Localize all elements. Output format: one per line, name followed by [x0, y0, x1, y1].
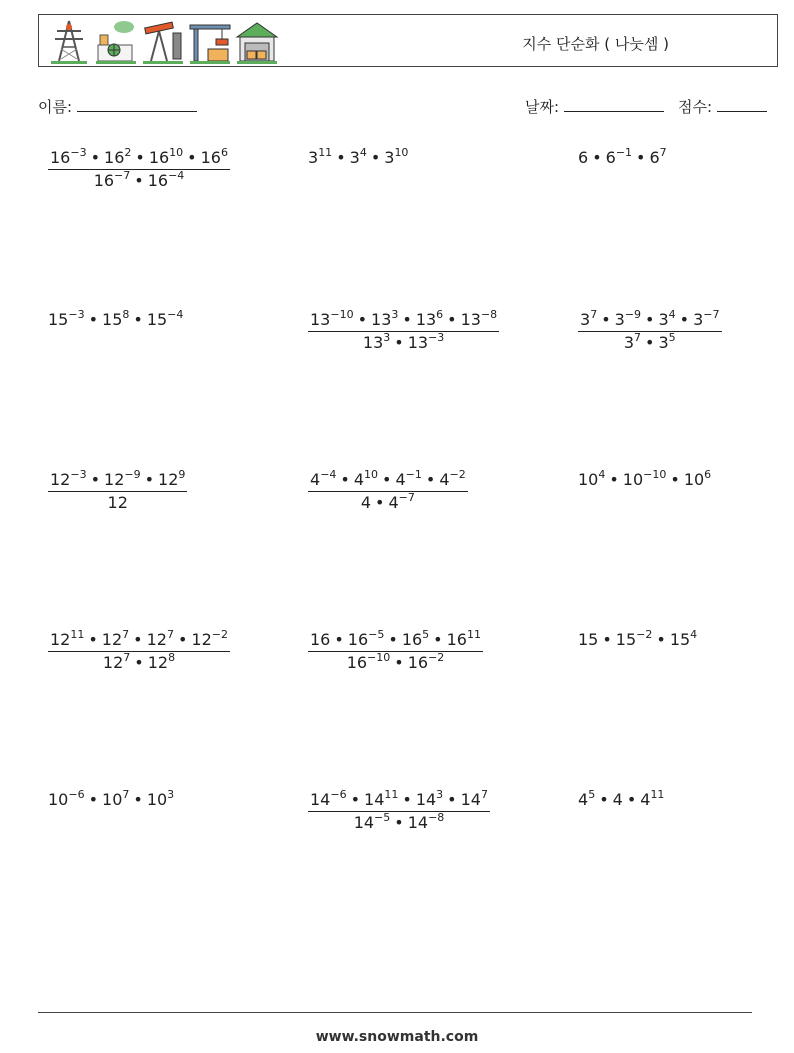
multiply-dot: • [394, 653, 404, 672]
multiply-dot: • [133, 310, 143, 329]
term-exponent: −6 [68, 788, 85, 801]
problem-item [578, 790, 664, 809]
term-exponent: 5 [668, 331, 676, 344]
term-exponent: −8 [428, 811, 445, 824]
term-base: 12 [107, 493, 128, 512]
term-exponent: −4 [167, 308, 184, 321]
multiply-dot: • [133, 790, 143, 809]
numerator [308, 470, 468, 492]
term-base: 16 [104, 148, 125, 167]
score-field [678, 96, 767, 117]
term-exponent: 7 [122, 628, 130, 641]
term-base: 4 [439, 470, 450, 489]
denominator [48, 492, 187, 512]
term-exponent: −2 [428, 651, 445, 664]
term-exponent: −9 [624, 308, 642, 321]
term-exponent: 7 [659, 146, 667, 159]
multiply-dot: • [645, 333, 655, 352]
term-exponent: 3 [391, 308, 399, 321]
term-base: 10 [102, 790, 123, 809]
term-base: 15 [578, 630, 599, 649]
multiply-dot: • [357, 310, 368, 329]
term-base: 16 [147, 171, 169, 190]
multiply-dot: • [388, 630, 398, 649]
fraction [578, 310, 722, 352]
term-base: 3 [658, 310, 669, 329]
multiply-dot: • [394, 813, 404, 832]
multiply-dot: • [340, 470, 350, 489]
problem-item [578, 148, 667, 167]
score-blank[interactable] [717, 97, 767, 112]
term-base: 15 [615, 630, 637, 649]
term-base: 4 [353, 470, 365, 489]
term-exponent: 5 [422, 628, 430, 641]
multiply-dot: • [626, 790, 637, 809]
multiply-dot: • [645, 310, 655, 329]
denominator [308, 492, 468, 512]
denominator [308, 652, 483, 672]
term-base: 16 [401, 630, 423, 649]
term-exponent: −3 [70, 468, 87, 481]
footer-divider [38, 1012, 752, 1013]
term-base: 3 [384, 148, 395, 167]
name-label: 이름: [38, 98, 73, 116]
warehouse-icon [235, 17, 279, 65]
term-base: 16 [446, 630, 467, 649]
term-base: 3 [308, 148, 319, 167]
term-base: 10 [48, 790, 69, 809]
problem-item [308, 310, 499, 352]
term-exponent: −3 [68, 308, 85, 321]
numerator [578, 310, 722, 332]
fraction [308, 630, 483, 672]
term-base: 13 [362, 333, 384, 352]
term-base: 16 [200, 148, 221, 167]
term-base: 10 [578, 470, 599, 489]
multiply-dot: • [433, 630, 443, 649]
numerator [48, 470, 187, 492]
multiply-dot: • [394, 333, 404, 352]
problem-item [308, 470, 468, 512]
multiply-dot: • [592, 148, 602, 167]
term-base: 4 [578, 790, 589, 809]
multiply-dot: • [350, 790, 361, 809]
term-exponent: −2 [449, 468, 466, 481]
term-base: 6 [649, 148, 660, 167]
denominator [578, 332, 722, 352]
term-base: 13 [310, 310, 331, 329]
denominator [308, 332, 499, 352]
multiply-dot: • [90, 148, 101, 167]
numerator [48, 148, 230, 170]
term-base: 16 [347, 630, 369, 649]
term-exponent: 9 [178, 468, 186, 481]
expression [48, 310, 183, 329]
term-exponent: 11 [70, 628, 85, 641]
fraction [308, 310, 499, 352]
term-base: 6 [578, 148, 589, 167]
term-base: 13 [371, 310, 392, 329]
problem-item [578, 470, 711, 489]
term-exponent: −10 [643, 468, 667, 481]
multiply-dot: • [90, 470, 101, 489]
term-exponent: −5 [374, 811, 391, 824]
term-exponent: −2 [636, 628, 653, 641]
multiply-dot: • [370, 148, 381, 167]
term-exponent: 8 [122, 308, 130, 321]
term-base: 16 [346, 653, 368, 672]
term-base: 4 [395, 470, 406, 489]
term-base: 12 [191, 630, 212, 649]
denominator [48, 170, 230, 190]
multiply-dot: • [382, 470, 392, 489]
multiply-dot: • [425, 470, 436, 489]
term-exponent: 4 [668, 308, 676, 321]
term-exponent: −4 [168, 169, 185, 182]
page-title: 지수 단순화 ( 나눗셈 ) [522, 35, 669, 53]
term-exponent: −7 [703, 308, 720, 321]
term-exponent: 4 [598, 468, 606, 481]
term-exponent: −1 [615, 146, 633, 159]
multiply-dot: • [447, 790, 457, 809]
multiply-dot: • [609, 470, 619, 489]
multiply-dot: • [679, 310, 690, 329]
term-exponent: 10 [394, 146, 409, 159]
multiply-dot: • [601, 310, 611, 329]
factory-globe-icon [94, 17, 138, 65]
expression [578, 148, 667, 167]
term-base: 16 [407, 653, 429, 672]
term-exponent: −9 [124, 468, 141, 481]
multiply-dot: • [187, 148, 197, 167]
term-exponent: 11 [466, 628, 481, 641]
footer-url: www.snowmath.com [315, 1029, 479, 1045]
term-exponent: 7 [590, 308, 598, 321]
header-box [38, 14, 778, 67]
multiply-dot: • [177, 630, 188, 649]
multiply-dot: • [134, 653, 144, 672]
term-base: 13 [415, 310, 437, 329]
term-exponent: 11 [384, 788, 399, 801]
multiply-dot: • [134, 171, 144, 190]
power-tower-icon [47, 17, 91, 65]
term-exponent: 3 [383, 331, 391, 344]
term-exponent: 3 [436, 788, 444, 801]
term-base: 4 [360, 493, 372, 512]
term-base: 16 [310, 630, 331, 649]
multiply-dot: • [133, 630, 143, 649]
term-base: 15 [146, 310, 168, 329]
term-exponent: −7 [398, 491, 415, 504]
term-base: 4 [310, 470, 321, 489]
term-exponent: 7 [480, 788, 488, 801]
term-exponent: −5 [368, 628, 385, 641]
multiply-dot: • [670, 470, 680, 489]
term-base: 3 [349, 148, 360, 167]
term-exponent: 6 [436, 308, 444, 321]
term-base: 12 [50, 630, 71, 649]
date-blank[interactable] [564, 97, 664, 112]
term-exponent: 7 [122, 788, 130, 801]
term-exponent: 4 [359, 146, 367, 159]
term-exponent: −7 [114, 169, 131, 182]
multiply-dot: • [599, 790, 609, 809]
multiply-dot: • [88, 630, 98, 649]
problem-item [48, 470, 187, 512]
term-exponent: 3 [167, 788, 175, 801]
problem-item [48, 148, 230, 190]
multiply-dot: • [402, 790, 412, 809]
multiply-dot: • [636, 148, 646, 167]
term-exponent: 7 [123, 651, 131, 664]
term-base: 13 [460, 310, 481, 329]
multiply-dot: • [447, 310, 457, 329]
term-exponent: −10 [367, 651, 391, 664]
term-exponent: −1 [405, 468, 422, 481]
name-field [38, 96, 197, 117]
term-base: 10 [622, 470, 644, 489]
term-base: 14 [310, 790, 331, 809]
problem-item [308, 630, 483, 672]
term-base: 14 [364, 790, 385, 809]
problem-item [308, 790, 490, 832]
term-base: 15 [48, 310, 69, 329]
problem-item [48, 310, 183, 329]
term-base: 12 [158, 470, 179, 489]
multiply-dot: • [602, 630, 612, 649]
problem-item [578, 310, 722, 352]
term-exponent: −2 [211, 628, 228, 641]
date-label: 날짜: [525, 98, 560, 116]
term-exponent: 2 [124, 146, 132, 159]
term-base: 4 [612, 790, 623, 809]
expression [578, 470, 711, 489]
name-blank[interactable] [77, 97, 197, 112]
numerator [308, 310, 499, 332]
term-base: 12 [146, 630, 167, 649]
term-exponent: −8 [480, 308, 498, 321]
denominator [308, 812, 490, 832]
multiply-dot: • [88, 790, 99, 809]
problem-item [578, 630, 697, 649]
term-exponent: 10 [364, 468, 379, 481]
multiply-dot: • [135, 148, 145, 167]
numerator [308, 630, 483, 652]
term-base: 3 [580, 310, 591, 329]
problem-item [308, 148, 408, 167]
oil-pump-icon [141, 17, 185, 65]
term-base: 3 [614, 310, 625, 329]
term-exponent: 10 [169, 146, 184, 159]
multiply-dot: • [656, 630, 666, 649]
term-exponent: 7 [166, 628, 174, 641]
multiply-dot: • [144, 470, 155, 489]
term-exponent: 7 [634, 331, 642, 344]
term-exponent: 6 [220, 146, 228, 159]
multiply-dot: • [88, 310, 99, 329]
term-exponent: 11 [650, 788, 665, 801]
term-base: 6 [605, 148, 616, 167]
term-base: 14 [460, 790, 481, 809]
multiply-dot: • [334, 630, 344, 649]
expression [308, 148, 408, 167]
term-exponent: 5 [588, 788, 596, 801]
expression [48, 790, 174, 809]
fraction [308, 790, 490, 832]
problem-item [48, 630, 230, 672]
expression [578, 630, 697, 649]
term-base: 15 [102, 310, 123, 329]
term-base: 16 [50, 148, 71, 167]
term-base: 14 [415, 790, 437, 809]
term-base: 16 [148, 148, 170, 167]
term-base: 3 [658, 333, 669, 352]
term-base: 12 [102, 653, 124, 672]
multiply-dot: • [402, 310, 412, 329]
term-exponent: −4 [320, 468, 337, 481]
term-exponent: −10 [330, 308, 354, 321]
expression [578, 790, 664, 809]
term-base: 14 [353, 813, 375, 832]
term-base: 12 [50, 470, 71, 489]
term-base: 3 [623, 333, 635, 352]
denominator [48, 652, 230, 672]
term-base: 10 [146, 790, 168, 809]
problem-item [48, 790, 174, 809]
score-label: 점수: [678, 98, 713, 116]
term-exponent: 11 [318, 146, 333, 159]
fraction [308, 470, 468, 512]
term-base: 4 [388, 493, 399, 512]
term-base: 10 [683, 470, 705, 489]
term-base: 12 [101, 630, 123, 649]
fraction [48, 470, 187, 512]
term-exponent: −3 [70, 146, 87, 159]
crane-icon [188, 17, 232, 65]
term-base: 15 [669, 630, 691, 649]
multiply-dot: • [336, 148, 346, 167]
term-exponent: 8 [168, 651, 176, 664]
date-field [525, 96, 664, 117]
fraction [48, 630, 230, 672]
term-base: 3 [693, 310, 704, 329]
numerator [308, 790, 490, 812]
term-base: 4 [640, 790, 651, 809]
term-exponent: −3 [428, 331, 445, 344]
term-exponent: −6 [330, 788, 347, 801]
term-base: 12 [147, 653, 169, 672]
term-base: 13 [407, 333, 429, 352]
term-exponent: 6 [704, 468, 712, 481]
term-base: 16 [93, 171, 115, 190]
fraction [48, 148, 230, 190]
term-base: 14 [407, 813, 429, 832]
numerator [48, 630, 230, 652]
multiply-dot: • [375, 493, 385, 512]
term-exponent: 4 [690, 628, 698, 641]
header-illustrations [47, 17, 279, 65]
term-base: 12 [104, 470, 125, 489]
